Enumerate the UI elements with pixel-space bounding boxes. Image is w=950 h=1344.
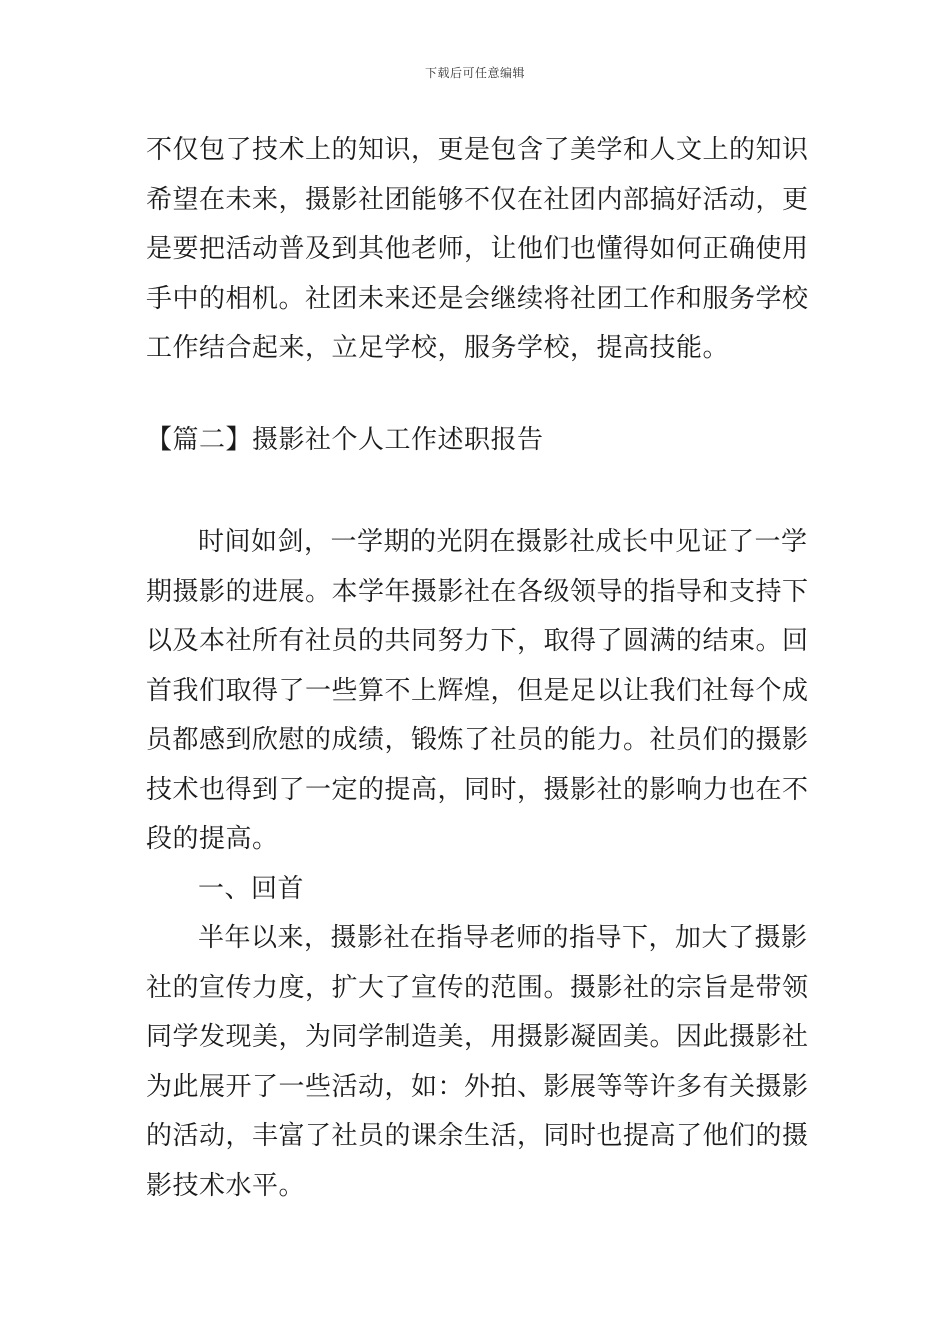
- text-line: 半年以来，摄影社在指导老师的指导下，加大了摄影: [198, 923, 808, 953]
- text-line: 技术也得到了一定的提高，同时，摄影社的影响力也在不: [146, 774, 809, 805]
- document-body: [146, 126, 808, 1211]
- text-line: 是要把活动普及到其他老师，让他们也懂得如何正确使用: [146, 234, 809, 264]
- spacer: [146, 374, 808, 416]
- text-line: 社的宣传力度，扩大了宣传的范围。摄影社的宗旨是带领: [146, 972, 809, 1003]
- text-line: 以及本社所有社员的共同努力下，取得了圆满的结束。回: [146, 626, 809, 656]
- text-line: 工作结合起来，立足学校，服务学校，提高技能。: [146, 333, 730, 363]
- section-one-paragraph: [146, 126, 808, 374]
- section-title: 【篇二】摄影社个人工作述职报告: [146, 424, 544, 455]
- text-line: 员都感到欣慰的成绩，锻炼了社员的能力。社员们的摄影: [146, 725, 809, 755]
- text-line: 首我们取得了一些算不上辉煌，但是足以让我们社每个成: [146, 675, 809, 706]
- text-line: 影技术水平。: [146, 1170, 306, 1201]
- review-paragraph: [146, 914, 808, 1211]
- text-line: 时间如剑，一学期的光阴在摄影社成长中见证了一学: [198, 527, 808, 557]
- text-line: 希望在未来，摄影社团能够不仅在社团内部搞好活动，更: [146, 184, 809, 215]
- text-line: 期摄影的进展。本学年摄影社在各级领导的指导和支持下: [146, 576, 809, 607]
- intro-paragraph: [146, 518, 808, 865]
- page-header-note: 下载后可任意编辑: [424, 66, 525, 80]
- text-line: 段的提高。: [146, 824, 279, 854]
- text-line: 的活动，丰富了社员的课余生活，同时也提高了他们的摄: [146, 1121, 809, 1151]
- text-line: 同学发现美，为同学制造美，用摄影凝固美。因此摄影社: [146, 1022, 809, 1052]
- text-line: 为此展开了一些活动，如：外拍、影展等等许多有关摄影: [146, 1071, 809, 1102]
- spacer: [146, 465, 808, 518]
- text-line: 手中的相机。社团未来还是会继续将社团工作和服务学校: [146, 283, 809, 314]
- text-line: 不仅包了技术上的知识，更是包含了美学和人文上的知识: [146, 135, 809, 165]
- subheading: 一、回首: [198, 873, 305, 904]
